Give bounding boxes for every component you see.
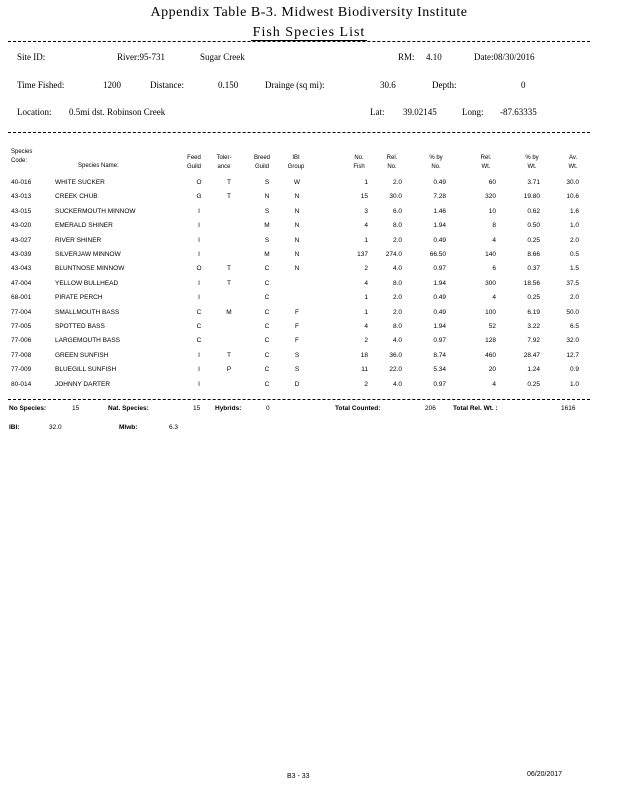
col-tolerance: Toler- ance: [216, 155, 232, 170]
ibi-group-cell: N: [294, 222, 300, 230]
rel-wt-cell: 60: [488, 179, 496, 186]
rel-wt-cell: 320: [485, 193, 496, 201]
ibi-group-cell: N: [294, 251, 300, 258]
site-id-label: Site ID:: [17, 52, 46, 62]
divider-top: [8, 41, 590, 42]
species-name-cell: JOHNNY DARTER: [55, 380, 111, 388]
species-code-cell: 77-008: [11, 351, 32, 359]
feed-guild-cell: C: [196, 323, 202, 330]
feed-guild-cell: I: [198, 351, 200, 359]
species-name-cell: EMERALD SHINER: [55, 222, 113, 230]
col-breed-guild: Breed Guild: [253, 155, 270, 170]
ibi-group-cell: N: [294, 207, 300, 215]
feed-guild-cell: I: [198, 279, 200, 287]
feed-guild-cell: I: [198, 366, 200, 374]
depth-value: 0: [521, 80, 526, 90]
av-wt-cell: 0.9: [569, 366, 579, 374]
ibi-group-cell: W: [293, 179, 301, 186]
rel-wt-cell: 4: [492, 236, 496, 244]
rel-wt-cell: 128: [485, 337, 496, 345]
total-rel-wt-label: Total Rel. Wt. :: [453, 405, 498, 412]
pct-wt-cell: 3.71: [527, 179, 540, 186]
pct-wt-cell: 0.50: [527, 222, 540, 230]
tolerance-cell: P: [226, 366, 232, 374]
pct-no-cell: 66.50: [429, 251, 446, 258]
no-fish-cell: 1: [364, 236, 368, 244]
ibi-group-cell: F: [295, 323, 299, 330]
tolerance-cell: T: [227, 265, 231, 273]
breed-guild-cell: C: [264, 308, 270, 316]
av-wt-cell: 12.7: [566, 351, 579, 359]
ibi-group-cell: S: [294, 366, 300, 374]
species-name-cell: LARGEMOUTH BASS: [55, 337, 121, 345]
no-fish-cell: 11: [361, 366, 368, 374]
species-code-cell: 77-006: [11, 337, 32, 345]
no-fish-cell: 4: [364, 323, 368, 330]
hybrids-value: 0: [266, 405, 270, 412]
feed-guild-cell: C: [196, 337, 202, 345]
divider-mid: [8, 132, 590, 133]
rel-no-cell: 2.0: [392, 294, 402, 302]
breed-guild-cell: C: [264, 294, 270, 302]
rel-wt-cell: 8: [492, 222, 496, 230]
feed-guild-cell: G: [196, 193, 202, 201]
breed-guild-cell: S: [264, 236, 270, 244]
col-av-wt: Av. Wt.: [568, 155, 578, 170]
rm-value: 4.10: [426, 52, 442, 62]
distance-label: Distance:: [150, 80, 184, 90]
species-code-cell: 43-043: [11, 265, 32, 273]
pct-no-cell: 7.28: [433, 193, 446, 201]
species-name-cell: SUCKERMOUTH MINNOW: [55, 207, 136, 215]
rel-no-cell: 2.0: [392, 179, 402, 186]
pct-no-cell: 0.49: [433, 308, 446, 316]
species-code-cell: 68-001: [11, 294, 32, 302]
rel-wt-cell: 300: [485, 279, 496, 287]
breed-guild-cell: C: [264, 323, 270, 330]
rel-no-cell: 274.0: [385, 251, 402, 258]
pct-wt-cell: 18.56: [523, 279, 540, 287]
rel-no-cell: 30.0: [389, 193, 402, 201]
rel-wt-cell: 4: [492, 294, 496, 302]
species-name-cell: SILVERJAW MINNOW: [55, 251, 121, 258]
feed-guild-cell: C: [196, 308, 202, 316]
rel-wt-cell: 52: [488, 323, 496, 330]
time-fished-label: Time Fished:: [17, 80, 65, 90]
ibi-group-cell: F: [295, 308, 299, 316]
col-no-fish: No. Fish: [353, 155, 365, 170]
species-code-cell: 77-004: [11, 308, 32, 316]
species-name-cell: PIRATE PERCH: [55, 294, 103, 302]
col-rel-wt: Rel. Wt.: [480, 155, 492, 170]
col-feed-guild: Feed Guild: [186, 155, 201, 170]
no-fish-cell: 4: [364, 279, 368, 287]
breed-guild-cell: C: [264, 380, 270, 388]
drainage-value: 30.6: [380, 80, 396, 90]
ibi-value: 32.0: [49, 424, 62, 431]
rel-no-cell: 8.0: [392, 323, 402, 330]
pct-no-cell: 5.34: [433, 366, 446, 374]
tolerance-cell: T: [227, 193, 231, 201]
feed-guild-cell: O: [196, 265, 202, 273]
pct-no-cell: 0.97: [433, 380, 446, 388]
pct-no-cell: 1.94: [433, 279, 446, 287]
page-subtitle: [0, 25, 618, 41]
pct-wt-cell: 0.37: [527, 265, 540, 273]
species-code-cell: 43-027: [11, 236, 32, 244]
species-code-cell: 47-004: [11, 279, 32, 287]
no-fish-cell: 2: [364, 265, 368, 273]
footer-date: 06/20/2017: [527, 771, 563, 778]
pct-no-cell: 8.74: [433, 351, 446, 359]
distance-value: 0.150: [218, 80, 239, 90]
no-fish-cell: 3: [364, 207, 368, 215]
feed-guild-cell: I: [198, 207, 200, 215]
date-value: Date:08/30/2016: [474, 52, 535, 62]
av-wt-cell: 30.0: [566, 179, 579, 186]
species-code-cell: 77-005: [11, 323, 32, 330]
rel-wt-cell: 10: [488, 207, 496, 215]
breed-guild-cell: C: [264, 279, 270, 287]
no-fish-cell: 1: [364, 294, 368, 302]
ibi-group-cell: S: [294, 351, 300, 359]
no-species-label: No Species:: [9, 405, 47, 412]
rel-wt-cell: 460: [485, 351, 496, 359]
feed-guild-cell: I: [198, 222, 200, 230]
ibi-group-cell: N: [294, 265, 300, 273]
nat-species-label: Nat. Species:: [108, 405, 149, 412]
av-wt-cell: 0.5: [569, 251, 579, 258]
pct-wt-cell: 0.25: [527, 380, 540, 388]
page-number: B3 - 33: [287, 773, 310, 780]
rel-no-cell: 8.0: [392, 279, 402, 287]
pct-wt-cell: 1.24: [527, 366, 540, 374]
av-wt-cell: 1.0: [569, 380, 579, 388]
breed-guild-cell: M: [264, 251, 270, 258]
rel-no-cell: 6.0: [392, 207, 402, 215]
no-species-value: 15: [72, 405, 80, 412]
tolerance-cell: M: [226, 308, 232, 316]
breed-guild-cell: C: [264, 265, 270, 273]
col-rel-no: Rel. No.: [386, 155, 398, 170]
pct-wt-cell: 28.47: [523, 351, 540, 359]
pct-wt-cell: 6.19: [527, 308, 540, 316]
stream-value: Sugar Creek: [200, 52, 245, 62]
rel-no-cell: 2.0: [392, 308, 402, 316]
breed-guild-cell: M: [264, 222, 270, 230]
miwb-label: MIwb:: [119, 424, 138, 431]
pct-wt-cell: 3.22: [527, 323, 540, 330]
pct-no-cell: 1.94: [433, 222, 446, 230]
pct-wt-cell: 0.25: [527, 236, 540, 244]
av-wt-cell: 2.0: [569, 236, 579, 244]
ibi-group-cell: F: [295, 337, 299, 345]
rel-wt-cell: 140: [485, 251, 496, 258]
feed-guild-cell: O: [196, 179, 202, 186]
hybrids-label: Hybrids:: [215, 405, 242, 412]
rel-no-cell: 2.0: [392, 236, 402, 244]
no-fish-cell: 15: [360, 193, 368, 201]
av-wt-cell: 1.5: [569, 265, 579, 273]
species-name-cell: GREEN SUNFISH: [55, 351, 109, 359]
rel-no-cell: 22.0: [389, 366, 402, 374]
rel-wt-cell: 4: [492, 380, 496, 388]
location-value: 0.5mi dst. Robinson Creek: [69, 107, 166, 117]
species-name-cell: CREEK CHUB: [55, 193, 98, 201]
ibi-group-cell: N: [294, 193, 300, 201]
av-wt-cell: 32.0: [566, 337, 579, 345]
pct-no-cell: 0.49: [433, 236, 446, 244]
total-rel-wt-value: 1616: [561, 405, 576, 412]
breed-guild-cell: C: [264, 366, 270, 374]
rel-wt-cell: 20: [488, 366, 496, 374]
rel-wt-cell: 6: [492, 265, 496, 273]
rm-label: RM:: [398, 52, 415, 62]
tolerance-cell: T: [227, 179, 231, 186]
rel-no-cell: 4.0: [392, 265, 402, 273]
no-fish-cell: 2: [364, 337, 368, 345]
species-name-cell: YELLOW BULLHEAD: [55, 279, 119, 287]
rel-wt-cell: 100: [485, 308, 496, 316]
av-wt-cell: 37.5: [566, 279, 579, 287]
no-fish-cell: 137: [357, 251, 368, 258]
species-code-cell: 43-039: [11, 251, 32, 258]
pct-wt-cell: 8.66: [527, 251, 540, 258]
total-counted-value: 206: [425, 405, 436, 412]
species-code-cell: 80-014: [11, 380, 32, 388]
av-wt-cell: 10.6: [566, 193, 579, 201]
av-wt-cell: 1.0: [569, 222, 579, 230]
total-counted-label: Total Counted:: [335, 405, 381, 412]
av-wt-cell: 1.6: [569, 207, 579, 215]
tolerance-cell: T: [227, 279, 231, 287]
species-code-cell: 43-015: [11, 207, 32, 215]
feed-guild-cell: I: [198, 294, 200, 302]
pct-no-cell: 1.94: [433, 323, 446, 330]
long-value: -87.63335: [500, 107, 537, 117]
pct-no-cell: 1.46: [433, 207, 446, 215]
lat-label: Lat:: [370, 107, 385, 117]
ibi-group-cell: D: [294, 380, 300, 388]
col-pct-no: % by No.: [429, 155, 443, 170]
nat-species-value: 15: [193, 405, 201, 412]
drainage-label: Drainge (sq mi):: [265, 80, 325, 90]
species-code-cell: 77-009: [11, 366, 32, 374]
pct-wt-cell: 7.92: [527, 337, 540, 345]
species-code-cell: 43-020: [11, 222, 32, 230]
pct-wt-cell: 19.80: [523, 193, 540, 201]
depth-label: Depth:: [432, 80, 457, 90]
rel-no-cell: 4.0: [392, 337, 402, 345]
pct-wt-cell: 0.62: [527, 207, 540, 215]
species-name-cell: SMALLMOUTH BASS: [55, 308, 120, 316]
miwb-value: 6.3: [169, 424, 179, 431]
species-code-cell: 43-013: [11, 193, 32, 201]
breed-guild-cell: N: [264, 193, 270, 201]
feed-guild-cell: I: [198, 251, 200, 258]
col-ibi-group: IBI Group: [287, 155, 305, 170]
col-pct-wt: % by Wt.: [525, 155, 539, 170]
feed-guild-cell: I: [198, 236, 200, 244]
pct-no-cell: 0.97: [433, 337, 446, 345]
species-name-cell: SPOTTED BASS: [55, 323, 105, 330]
no-fish-cell: 1: [364, 308, 368, 316]
breed-guild-cell: S: [264, 179, 270, 186]
pct-no-cell: 0.49: [433, 294, 446, 302]
pct-no-cell: 0.49: [433, 179, 446, 186]
species-name-cell: WHITE SUCKER: [55, 179, 105, 186]
av-wt-cell: 50.0: [566, 308, 579, 316]
col-species-code: Species Code:: [11, 149, 33, 164]
no-fish-cell: 2: [364, 380, 368, 388]
ibi-label: IBI:: [9, 424, 20, 431]
species-name-cell: RIVER SHINER: [55, 236, 102, 244]
rel-no-cell: 36.0: [389, 351, 402, 359]
av-wt-cell: 6.5: [569, 323, 579, 330]
pct-wt-cell: 0.25: [527, 294, 540, 302]
no-fish-cell: 1: [364, 179, 368, 186]
page-title: Appendix Table B-3. Midwest Biodiversity Institute: [150, 5, 468, 20]
divider-bottom: [8, 399, 590, 400]
river-value: River:95-731: [117, 52, 165, 62]
breed-guild-cell: C: [264, 351, 270, 359]
pct-no-cell: 0.97: [433, 265, 446, 273]
breed-guild-cell: C: [264, 337, 270, 345]
breed-guild-cell: S: [264, 207, 270, 215]
lat-value: 39.02145: [403, 107, 437, 117]
rel-no-cell: 4.0: [392, 380, 402, 388]
species-code-cell: 40-016: [11, 179, 32, 186]
species-name-cell: BLUEGILL SUNFISH: [55, 366, 117, 374]
col-species-name: Species Name:: [78, 163, 119, 169]
av-wt-cell: 2.0: [569, 294, 579, 302]
rel-no-cell: 8.0: [392, 222, 402, 230]
no-fish-cell: 4: [364, 222, 368, 230]
location-label: Location:: [17, 107, 52, 117]
ibi-group-cell: N: [294, 236, 300, 244]
time-fished-value: 1200: [103, 80, 121, 90]
no-fish-cell: 18: [360, 351, 368, 359]
species-name-cell: BLUNTNOSE MINNOW: [55, 265, 125, 273]
tolerance-cell: T: [227, 351, 231, 359]
feed-guild-cell: I: [198, 380, 200, 388]
subtitle-text: Fish Species List: [252, 25, 366, 40]
long-label: Long:: [462, 107, 484, 117]
